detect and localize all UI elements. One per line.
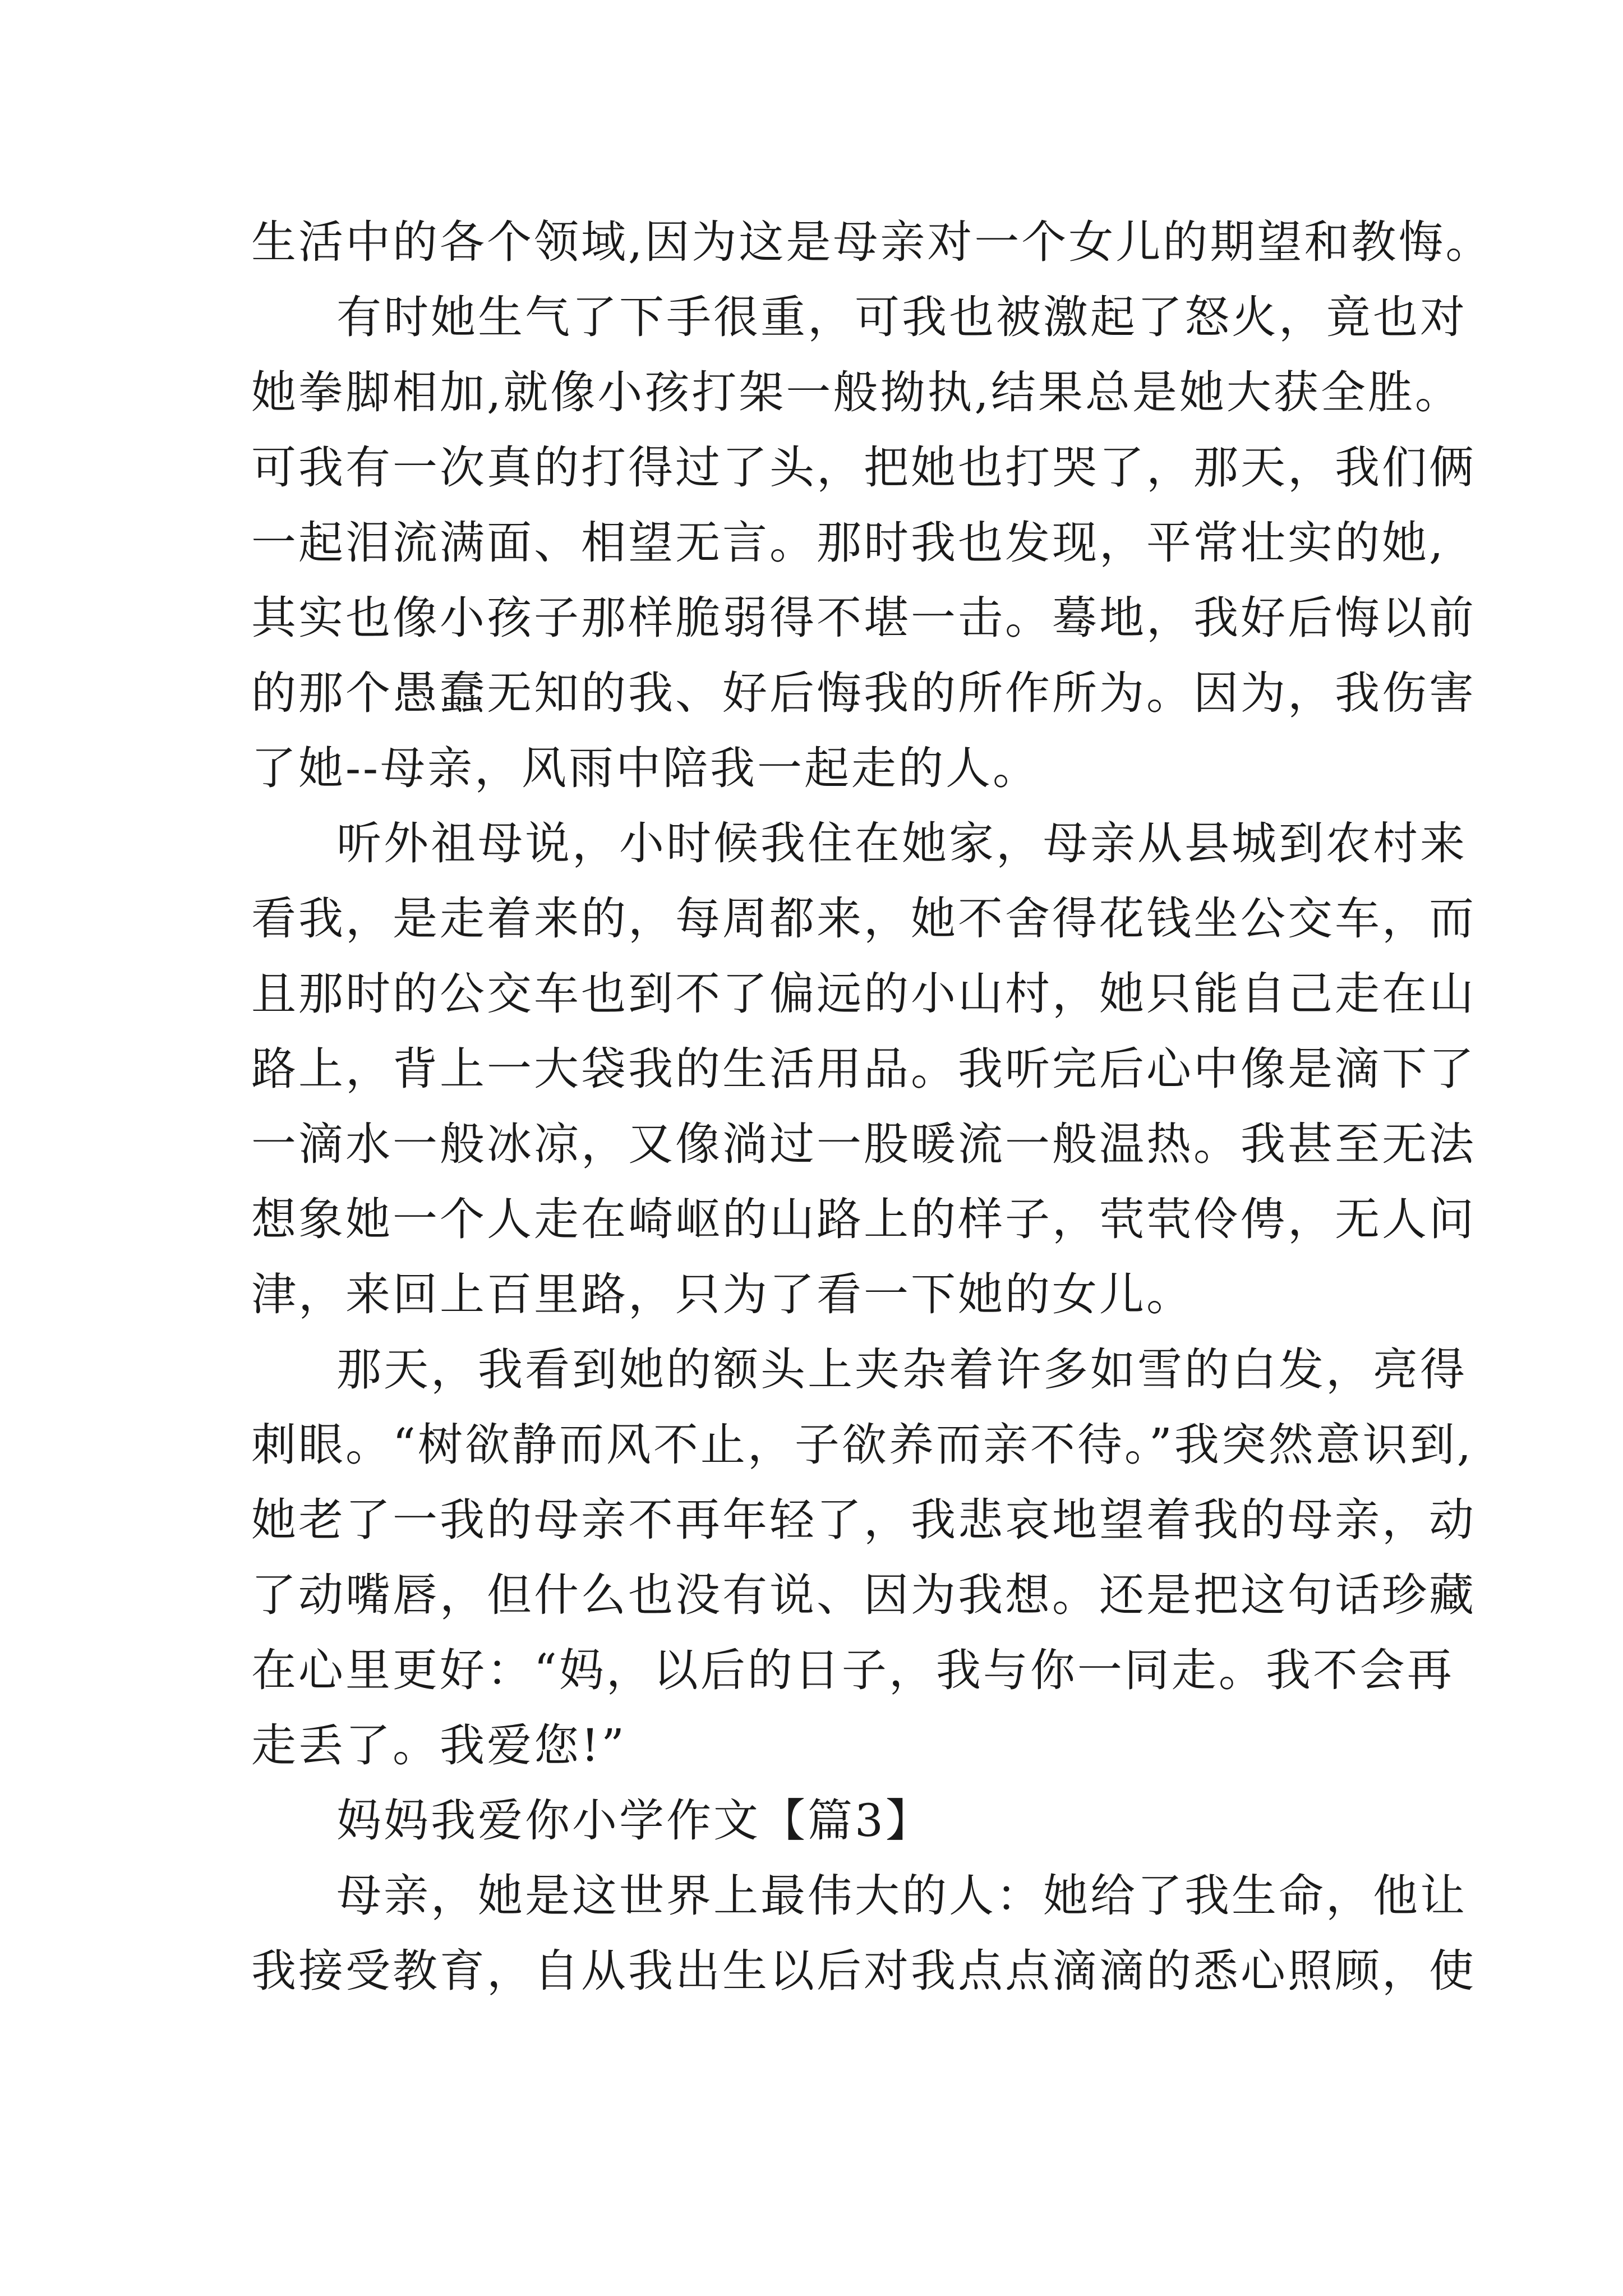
text-line: 路上，背上一大袋我的生活用品。我听完后心中像是滴下了	[251, 1043, 1476, 1095]
text-line: 了她--母亲，风雨中陪我一起走的人。	[251, 742, 1040, 794]
text-line: 她拳脚相加,就像小孩打架一般拗执,结果总是她大获全胜。	[251, 366, 1462, 418]
text-line: 在心里更好：“妈，以后的日子，我与你一同走。我不会再	[251, 1644, 1454, 1696]
paragraph-start-line: 有时她生气了下手很重，可我也被激起了怒火，竟也对	[336, 291, 1467, 343]
paragraph-start-line: 母亲，她是这世界上最伟大的人：她给了我生命，他让	[336, 1870, 1467, 1922]
text-line: 一滴水一般冰凉，又像淌过一股暖流一般温热。我甚至无法	[251, 1118, 1476, 1170]
text-line: 走丢了。我爱您!”	[251, 1719, 627, 1772]
section-heading: 妈妈我爱你小学作文【篇3】	[336, 1795, 933, 1847]
paragraph-start-line: 听外祖母说，小时候我住在她家，母亲从县城到农村来	[336, 817, 1467, 869]
document-body	[251, 205, 1493, 2009]
text-line: 生活中的各个领域,因为这是母亲对一个女儿的期望和教悔。	[251, 216, 1493, 268]
text-line: 看我，是走着来的，每周都来，她不舍得花钱坐公交车，而	[251, 892, 1476, 945]
text-line: 其实也像小孩子那样脆弱得不堪一击。蓦地，我好后悔以前	[251, 592, 1476, 644]
text-line: 想象她一个人走在崎岖的山路上的样子，茕茕伶俜，无人问	[251, 1193, 1476, 1245]
text-line: 她老了一我的母亲不再年轻了，我悲哀地望着我的母亲，动	[251, 1494, 1476, 1546]
text-line: 的那个愚蠢无知的我、好后悔我的所作所为。因为，我伤害	[251, 667, 1476, 719]
text-line: 我接受教育，自从我出生以后对我点点滴滴的悉心照顾，使	[251, 1945, 1476, 1997]
text-line: 一起泪流满面、相望无言。那时我也发现，平常壮实的她,	[251, 517, 1446, 569]
text-line: 津，来回上百里路，只为了看一下她的女儿。	[251, 1268, 1193, 1320]
text-line: 刺眼。“树欲静而风不止，子欲养而亲不待。”我突然意识到,	[251, 1419, 1474, 1471]
text-line: 了动嘴唇，但什么也没有说、因为我想。还是把这句话珍藏	[251, 1569, 1476, 1621]
paragraph-start-line: 那天，我看到她的额头上夹杂着许多如雪的白发，亮得	[336, 1343, 1467, 1396]
text-line: 且那时的公交车也到不了偏远的小山村，她只能自己走在山	[251, 968, 1476, 1020]
text-line: 可我有一次真的打得过了头，把她也打哭了，那天，我们俩	[251, 441, 1476, 494]
